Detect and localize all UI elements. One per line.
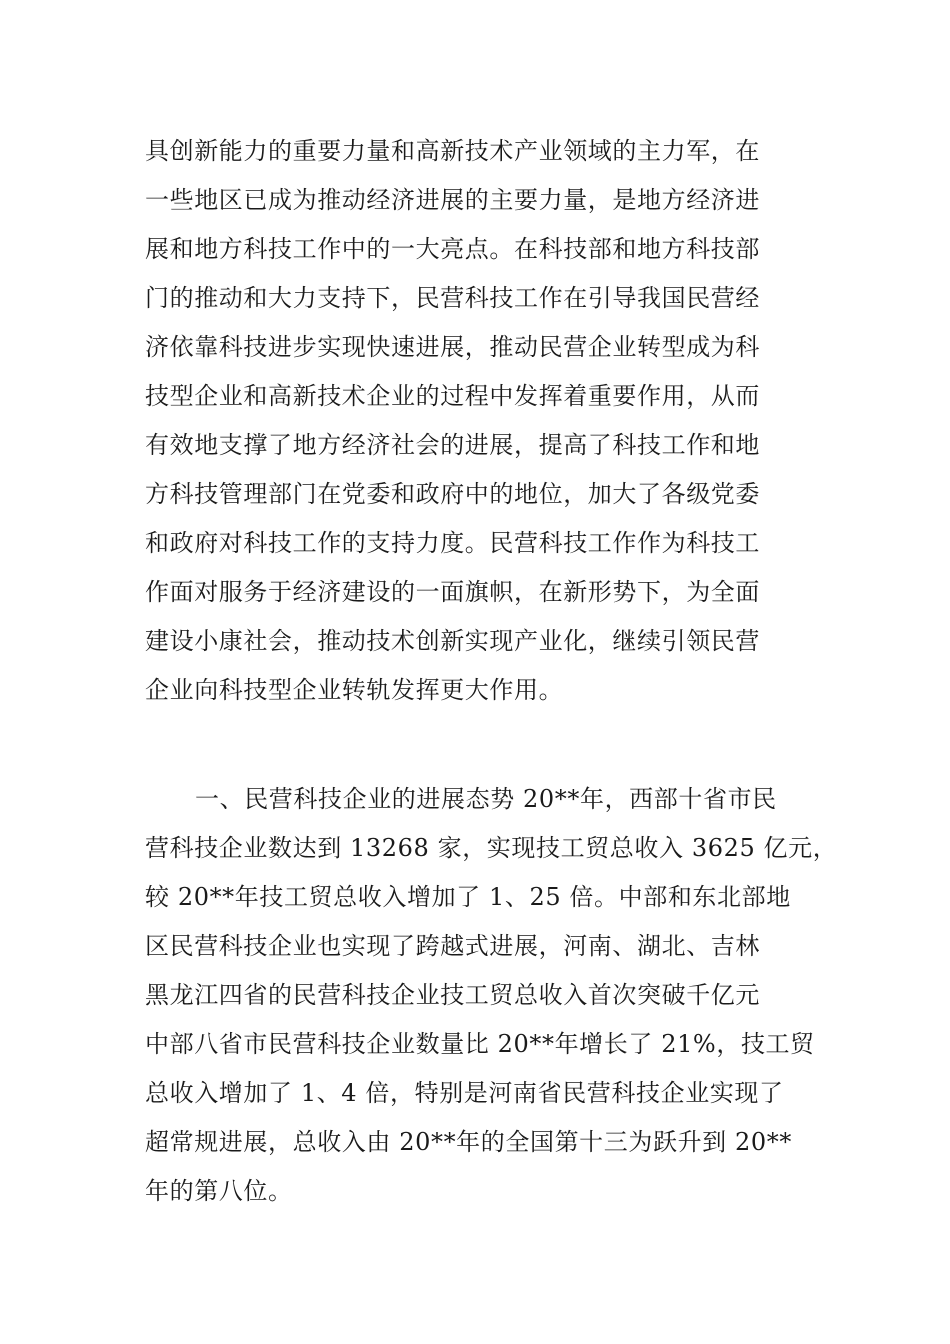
paragraph-1-line-9: 和政府对科技工作的支持力度。民营科技工作作为科技工: [145, 529, 760, 557]
paragraph-1-line-6: 技型企业和高新技术企业的过程中发挥着重要作用，从而: [145, 382, 760, 410]
paragraph-1-line-1: 具创新能力的重要力量和高新技术产业领域的主力军，在: [145, 137, 760, 165]
paragraph-2-line-9: 年的第八位。: [145, 1177, 293, 1205]
paragraph-1-line-4: 门的推动和大力支持下，民营科技工作在引导我国民营经: [145, 284, 760, 312]
paragraph-1-line-5: 济依靠科技进步实现快速进展，推动民营企业转型成为科: [145, 333, 760, 361]
paragraph-1-line-12: 企业向科技型企业转轨发挥更大作用。: [145, 676, 564, 704]
paragraph-1-line-8: 方科技管理部门在党委和政府中的地位，加大了各级党委: [145, 480, 760, 508]
paragraph-1-line-2: 一些地区已成为推动经济进展的主要力量，是地方经济进: [145, 186, 760, 214]
paragraph-2-line-2: 营科技企业数达到 13268 家，实现技工贸总收入 3625 亿元，: [145, 834, 838, 862]
paragraph-2-line-4: 区民营科技企业也实现了跨越式进展，河南、湖北、吉林: [145, 932, 760, 960]
paragraph-2-line-6: 中部八省市民营科技企业数量比 20**年增长了 21%，技工贸: [145, 1030, 815, 1058]
paragraph-2-line-3: 较 20**年技工贸总收入增加了 1、25 倍。中部和东北部地: [145, 883, 791, 911]
paragraph-2-line-8: 超常规进展，总收入由 20**年的全国第十三为跃升到 20**: [145, 1128, 792, 1156]
paragraph-1-line-10: 作面对服务于经济建设的一面旗帜，在新形势下，为全面: [145, 578, 760, 606]
paragraph-2-line-5: 黑龙江四省的民营科技企业技工贸总收入首次突破千亿元: [145, 981, 760, 1009]
paragraph-2-line-1: 一、民营科技企业的进展态势 20**年，西部十省市民: [195, 785, 777, 813]
paragraph-2-line-7: 总收入增加了 1、4 倍，特别是河南省民营科技企业实现了: [145, 1079, 784, 1107]
paragraph-1-line-3: 展和地方科技工作中的一大亮点。在科技部和地方科技部: [145, 235, 760, 263]
paragraph-1-line-7: 有效地支撑了地方经济社会的进展，提高了科技工作和地: [145, 431, 760, 459]
paragraph-1-line-11: 建设小康社会，推动技术创新实现产业化，继续引领民营: [145, 627, 760, 655]
